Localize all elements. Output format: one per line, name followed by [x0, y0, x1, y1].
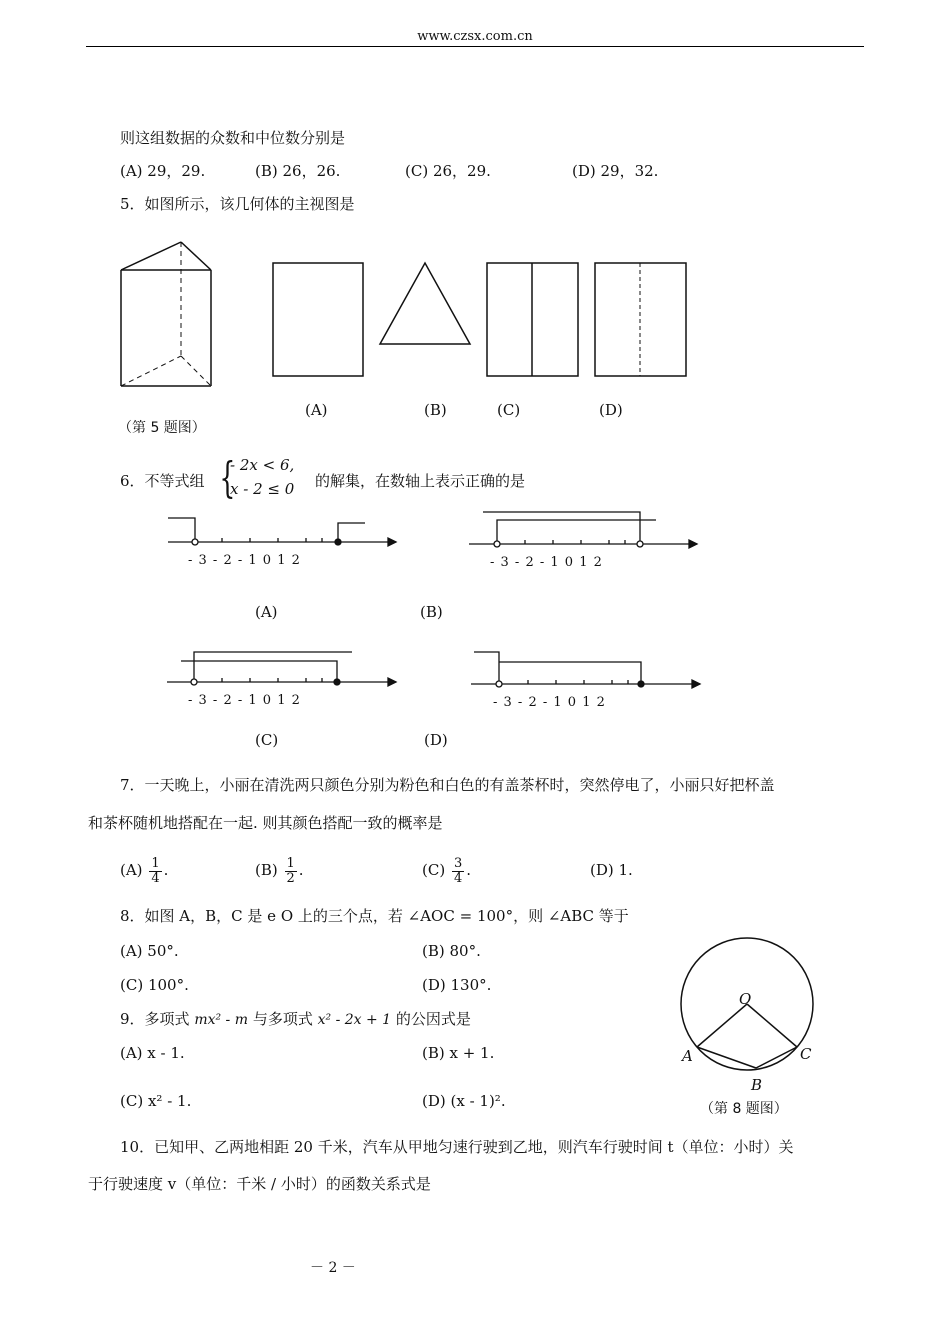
q8-point-c: C: [800, 1045, 812, 1063]
q7-option-a-label: (A): [120, 861, 143, 879]
q7-option-c-label: (C): [422, 861, 446, 879]
q6-ticks-c: - 3 - 2 - 1 0 1 2: [188, 693, 300, 708]
q8-point-o: O: [739, 990, 752, 1008]
q5-prism-figure: [121, 242, 211, 386]
q5-label-d: (D): [599, 401, 623, 419]
q9-stem-pre: 9．多项式: [120, 1010, 190, 1028]
q6-numberline-b: [469, 512, 697, 548]
q6-stem-post: 的解集，在数轴上表示正确的是: [315, 472, 526, 490]
q4-option-c: (C) 26，29.: [405, 162, 491, 180]
q6-numberline-c: [167, 652, 396, 686]
q4-option-d: (D) 29，32.: [572, 162, 659, 180]
q8-option-a: (A) 50°.: [120, 942, 179, 960]
q5-caption: （第 5 题图）: [118, 420, 206, 436]
q8-option-d: (D) 130°.: [422, 976, 492, 994]
q5-option-d-shape: [595, 263, 686, 376]
q6-brace: {: [219, 453, 236, 502]
q7-option-d: (D) 1.: [590, 861, 633, 879]
q8-stem: 8．如图 A，B，C 是 e O 上的三个点，若 ∠AOC = 100°，则 ∠ABC 等于: [120, 907, 629, 925]
q5-option-b-shape: [380, 263, 470, 344]
q6-ticks-a: - 3 - 2 - 1 0 1 2: [188, 553, 300, 568]
q8-point-a: A: [682, 1047, 693, 1065]
q7-option-a: (A) $\frac{1}{4}$ .: [120, 855, 169, 886]
q6-stem-pre: 6．不等式组: [120, 472, 205, 490]
q6-label-a: (A): [255, 603, 278, 621]
q6-inequality-system: [214, 453, 314, 504]
q6-label-b: (B): [420, 603, 443, 621]
q4-tail: 则这组数据的众数和中位数分别是: [120, 129, 346, 147]
q7-option-c-fraction: $\frac{3}{4}$: [453, 855, 463, 886]
q5-stem: 5．如图所示，该几何体的主视图是: [120, 195, 355, 213]
q9-stem: [120, 1009, 471, 1030]
q9-option-a: (A) x - 1.: [120, 1044, 185, 1062]
q7-line2: 和茶杯随机地搭配在一起. 则其颜色搭配一致的概率是: [88, 814, 443, 832]
q8-point-b: B: [751, 1076, 763, 1094]
q6-ticks-b: - 3 - 2 - 1 0 1 2: [490, 555, 602, 570]
page-number: － 2 －: [310, 1260, 356, 1276]
q9-option-b: (B) x + 1.: [422, 1044, 495, 1062]
q9-stem-mid: 与多项式: [252, 1010, 313, 1028]
q9-option-d: (D) (x - 1)².: [422, 1092, 506, 1110]
q6-label-d: (D): [424, 731, 448, 749]
q6-label-c: (C): [255, 731, 279, 749]
q7-option-b-label: (B): [255, 861, 278, 879]
q8-caption: （第 8 题图）: [700, 1101, 788, 1117]
q5-option-a-shape: [273, 263, 363, 376]
q10-line2: 于行驶速度 v（单位：千米 / 小时）的函数关系式是: [88, 1175, 431, 1193]
q6-numberline-a: [168, 518, 396, 546]
q10-line1: 10．已知甲、乙两地相距 20 千米，汽车从甲地匀速行驶到乙地，则汽车行驶时间 t（单位：小时）关: [120, 1138, 794, 1156]
q9-poly2: x² - 2x + 1: [317, 1012, 392, 1028]
q9-option-c: (C) x² - 1.: [120, 1092, 192, 1110]
q4-option-b: (B) 26，26.: [255, 162, 341, 180]
q8-option-c: (C) 100°.: [120, 976, 189, 994]
q8-option-b: (B) 80°.: [422, 942, 481, 960]
q7-line1: 7．一天晚上，小丽在清洗两只颜色分别为粉色和白色的有盖茶杯时，突然停电了，小丽只好把杯盖: [120, 776, 775, 794]
q6-inequality-1: - 2x < 6,: [230, 456, 295, 474]
q9-poly1: mx² - m: [194, 1012, 249, 1028]
header-site: www.czsx.com.cn: [417, 29, 533, 44]
q6-numberline-d: [471, 652, 700, 688]
q7-option-a-fraction: $\frac{1}{4}$: [151, 855, 160, 886]
q7-option-b-fraction: $\frac{1}{2}$: [286, 855, 295, 886]
q7-option-b: (B) $\frac{1}{2}$ .: [255, 855, 304, 886]
q9-stem-post: 的公因式是: [395, 1010, 471, 1028]
q5-label-c: (C): [497, 401, 521, 419]
q5-option-c-shape: [487, 263, 578, 376]
q4-option-a: (A) 29，29.: [120, 162, 206, 180]
q6-ticks-d: - 3 - 2 - 1 0 1 2: [493, 695, 605, 710]
q5-label-a: (A): [305, 401, 328, 419]
q7-option-c: (C) $\frac{3}{4}$ .: [422, 855, 472, 886]
q5-label-b: (B): [424, 401, 447, 419]
q6-inequality-2: x - 2 ≤ 0: [230, 480, 295, 498]
